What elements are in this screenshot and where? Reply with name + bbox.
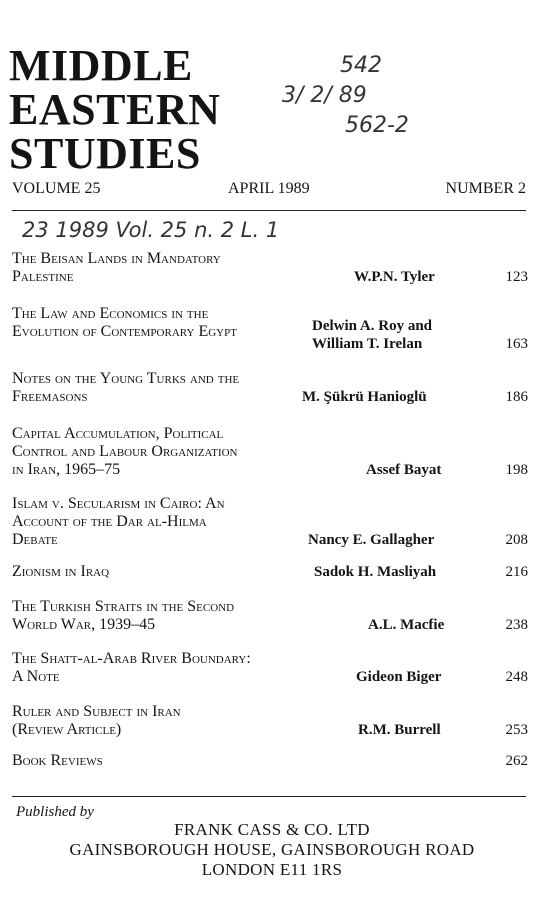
article-title-line: Debate: [12, 531, 58, 548]
article-author-line: M. Şükrü Hanioglü: [302, 389, 427, 405]
article-page-number: 198: [505, 462, 528, 478]
handwritten-date: 3/ 2/ 89: [282, 83, 367, 108]
article-title: [12, 752, 312, 770]
article-title: [12, 370, 312, 406]
handwritten-shelfmark-2: 562-2: [345, 113, 409, 138]
article-author: [302, 388, 502, 406]
article-author-line: Sadok H. Masliyah: [314, 564, 437, 580]
handwritten-shelfmark-1: 542: [340, 53, 382, 78]
published-by-label: Published by: [16, 804, 94, 820]
article-author-line: A.L. Macfie: [368, 617, 445, 633]
journal-masthead: [9, 41, 221, 178]
article-author: [314, 563, 514, 581]
article-author: [308, 531, 508, 549]
publisher-address-2: LONDON E11 1RS: [201, 860, 343, 879]
article-title: [12, 495, 312, 549]
article-title: [12, 305, 312, 341]
issue-number: NUMBER 2: [445, 180, 526, 197]
article-page-number: 262: [505, 753, 528, 769]
article-author-line: Delwin A. Roy and: [312, 318, 433, 334]
article-title-line: Ruler and Subject in Iran: [12, 703, 181, 720]
article-title: [12, 598, 312, 634]
bottom-rule: [12, 796, 526, 797]
article-page-number: 238: [505, 617, 528, 633]
article-author-line: R.M. Burrell: [358, 722, 441, 738]
volume-label: VOLUME 25: [12, 180, 101, 197]
article-title-line: The Beisan Lands in Mandatory: [12, 250, 221, 267]
article-title-line: Book Reviews: [12, 752, 103, 769]
issue-info: [12, 180, 526, 200]
article-title-line: in Iran, 1965–75: [12, 461, 121, 478]
article-title-line: Capital Accumulation, Political: [12, 425, 224, 442]
article-author: [312, 317, 512, 353]
article-title-line: World War, 1939–45: [12, 616, 156, 633]
article-title: [12, 650, 312, 686]
article-title: [12, 563, 312, 581]
article-title: [12, 425, 312, 479]
masthead-line-2: EASTERN: [9, 85, 221, 134]
article-title-line: Account of the Dar al-Hilma: [12, 513, 207, 530]
article-page-number: 208: [505, 532, 528, 548]
article-title-line: Notes on the Young Turks and the: [12, 370, 240, 387]
article-page-number: 216: [505, 564, 528, 580]
article-title: [12, 250, 312, 286]
masthead-line-3: STUDIES: [9, 129, 201, 178]
article-title-line: The Law and Economics in the: [12, 305, 209, 322]
publisher-name: FRANK CASS & CO. LTD: [174, 820, 370, 839]
article-author-line: Assef Bayat: [366, 462, 442, 478]
article-page-number: 163: [505, 336, 528, 352]
article-title-line: The Shatt-al-Arab River Boundary:: [12, 650, 251, 667]
article-title-line: Islam v. Secularism in Cairo: An: [12, 495, 225, 512]
article-author-line: Nancy E. Gallagher: [308, 532, 435, 548]
article-author-line: W.P.N. Tyler: [354, 269, 435, 285]
masthead-line-1: MIDDLE: [9, 41, 193, 90]
article-page-number: 123: [505, 269, 528, 285]
top-rule: [12, 210, 526, 211]
article-title: [12, 703, 312, 739]
issue-date: APRIL 1989: [228, 180, 310, 197]
handwritten-catalog-note: 23 1989 Vol. 25 n. 2 L. 1: [22, 218, 280, 242]
article-author-line: Gideon Biger: [356, 669, 442, 685]
article-title-line: Evolution of Contemporary Egypt: [12, 323, 237, 340]
article-title-line: Freemasons: [12, 388, 88, 405]
article-title-line: Palestine: [12, 268, 74, 285]
article-title-line: Zionism in Iraq: [12, 563, 110, 580]
article-title-line: A Note: [12, 668, 60, 685]
article-page-number: 253: [505, 722, 528, 738]
article-title-line: (Review Article): [12, 721, 122, 738]
article-title-line: Control and Labour Organization: [12, 443, 238, 460]
article-page-number: 186: [505, 389, 528, 405]
article-author-line: William T. Irelan: [312, 336, 423, 352]
article-title-line: The Turkish Straits in the Second: [12, 598, 235, 615]
article-page-number: 248: [505, 669, 528, 685]
publisher-address-1: GAINSBOROUGH HOUSE, GAINSBOROUGH ROAD: [69, 840, 475, 859]
